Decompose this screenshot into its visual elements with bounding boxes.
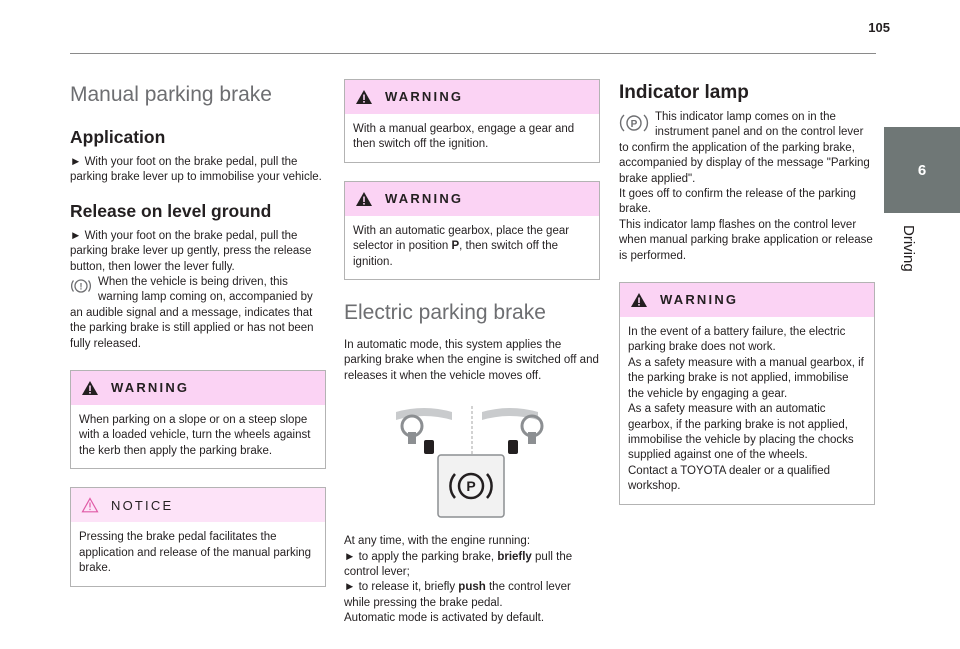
brake-warning-lamp-icon bbox=[70, 277, 92, 295]
warning-box-automatic-gearbox bbox=[344, 181, 600, 280]
notice-title: NOTICE bbox=[111, 497, 174, 513]
column-indicator-lamp bbox=[619, 82, 875, 505]
warning-lamp-text: When the vehicle is being driven, this warning lamp coming on, accompanied by an audible signal and a message, indicates that the parking brake is still applied or has not been fully released. bbox=[70, 276, 314, 350]
heading-application: Application bbox=[70, 127, 166, 147]
warning-triangle-icon bbox=[355, 191, 373, 207]
warning-box-battery bbox=[619, 282, 875, 504]
section-title-electric: Electric parking brake bbox=[344, 301, 546, 325]
parking-brake-lamp-icon bbox=[619, 112, 649, 134]
warning-text: With a manual gearbox, engage a gear and then switch off the ignition. bbox=[353, 123, 575, 151]
warning-text: When parking on a slope or on a steep slope with a loaded vehicle, turn the wheels against the kerb then apply the parking brake. bbox=[79, 414, 311, 457]
warning-header bbox=[345, 182, 599, 216]
lamp-off-text: It goes off to confirm the release of the parking brake. bbox=[619, 188, 856, 216]
chapter-label: Driving bbox=[900, 225, 917, 272]
indicator-lamp-paragraph bbox=[619, 110, 875, 187]
lamp-flash-text: This indicator lamp flashes on the control lever when manual parking brake application or release is performed. bbox=[619, 218, 873, 262]
warning-box-manual-gearbox bbox=[344, 79, 600, 163]
chapter-tab[interactable] bbox=[884, 127, 960, 213]
notice-box bbox=[70, 487, 326, 586]
warning-title: WARNING bbox=[385, 89, 464, 105]
header-rule bbox=[70, 53, 876, 54]
step-release: ► to release it, briefly push the control lever while pressing the brake pedal. bbox=[344, 581, 571, 609]
warning-automatic-text: As a safety measure with an automatic gearbox, if the parking brake is not applied, immobilise the vehicle by placing the chocks supplied against one of the wheels. bbox=[628, 403, 854, 462]
section-title-manual: Manual parking brake bbox=[70, 83, 272, 106]
chapter-number: 6 bbox=[917, 161, 927, 179]
warning-title: WARNING bbox=[385, 191, 464, 207]
warning-triangle-icon bbox=[81, 380, 99, 396]
warning-triangle-icon bbox=[630, 292, 648, 308]
warning-contact-text: Contact a TOYOTA dealer or a qualified workshop. bbox=[628, 464, 831, 493]
page-number: 105 bbox=[868, 20, 890, 35]
warning-header bbox=[620, 283, 874, 317]
warning-title: WARNING bbox=[660, 292, 739, 308]
default-mode-text: Automatic mode is activated by default. bbox=[344, 612, 545, 625]
warning-box-slope bbox=[70, 370, 326, 469]
steps-intro: At any time, with the engine running: bbox=[344, 535, 531, 548]
release-text: ► With your foot on the brake pedal, pull the parking brake lever up gently, press the release button, then lower the lever fully. bbox=[70, 229, 312, 273]
notice-text: Pressing the brake pedal facilitates the application and release of the manual parking brake. bbox=[79, 531, 312, 575]
step-apply: ► to apply the parking brake, briefly pull the control lever; bbox=[344, 550, 573, 579]
warning-manual-text: As a safety measure with a manual gearbox, if the parking brake is not applied, immobilise the vehicle by engaging a gear. bbox=[628, 356, 864, 400]
svg-text:P: P bbox=[466, 478, 476, 495]
warning-triangle-icon bbox=[355, 89, 373, 105]
warning-title: WARNING bbox=[111, 380, 190, 396]
warning-header bbox=[71, 371, 325, 405]
warning-header bbox=[345, 80, 599, 114]
notice-triangle-icon bbox=[81, 497, 99, 513]
indicator-lamp-text: This indicator lamp comes on in the instrument panel and on the control lever to confirm the application of the parking brake, accompanied by display of the message "Parking brake applied". bbox=[619, 111, 870, 185]
svg-text:P: P bbox=[630, 119, 638, 130]
parking-brake-button-icon bbox=[437, 454, 505, 518]
column-electric-brake bbox=[344, 79, 600, 627]
warning-lamp-paragraph bbox=[70, 275, 326, 352]
heading-release: Release on level ground bbox=[70, 200, 272, 221]
column-manual-brake bbox=[70, 82, 326, 587]
application-text: ► With your foot on the brake pedal, pull the parking brake lever up to immobilise your vehicle. bbox=[70, 156, 322, 184]
svg-text:!: ! bbox=[79, 281, 83, 292]
heading-indicator-lamp: Indicator lamp bbox=[619, 82, 749, 103]
electric-intro-text: In automatic mode, this system applies the parking brake when the engine is switched off and releases it when the vehicle moves off. bbox=[344, 339, 599, 382]
control-lever-figure bbox=[344, 398, 600, 518]
warning-text-automatic: With an automatic gearbox, place the gear selector in position P, then switch off the ignition. bbox=[353, 224, 570, 268]
warning-battery-text: In the event of a battery failure, the electric parking brake does not work. bbox=[628, 326, 846, 354]
notice-header bbox=[71, 488, 325, 522]
